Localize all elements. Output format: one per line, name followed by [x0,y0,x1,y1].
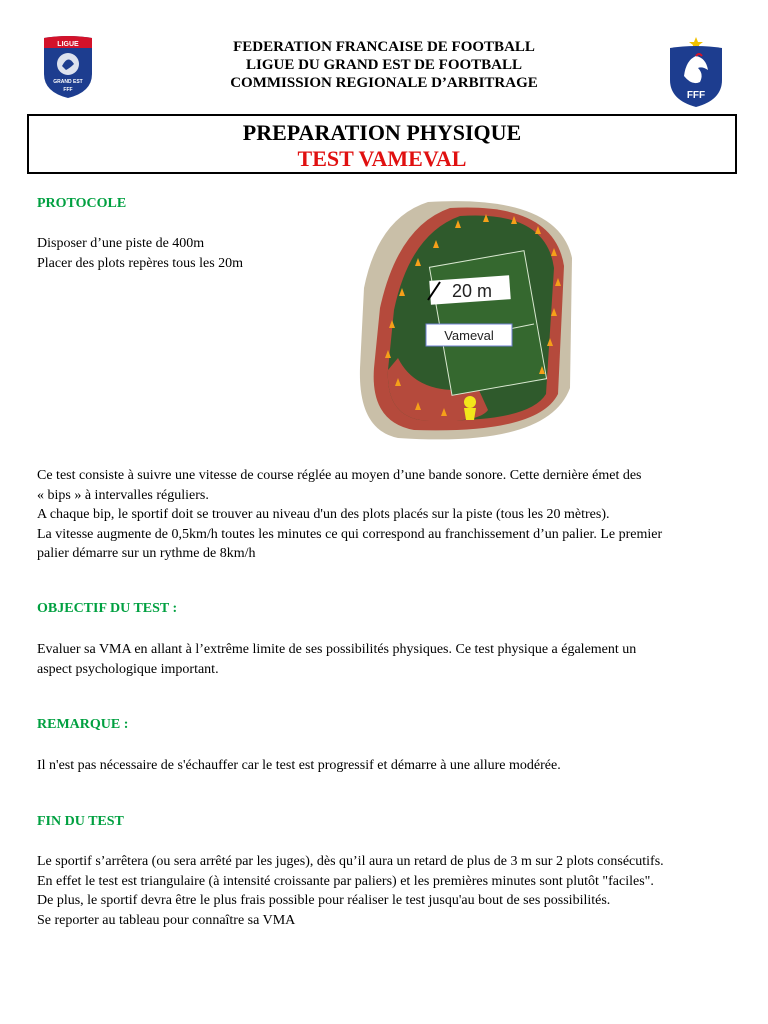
protocole-line-1: Disposer d’une piste de 400m [37,236,205,251]
logo-left-mid-text: GRAND EST [53,79,83,85]
fff-logo [666,36,726,108]
fin-line-4: Se reporter au tableau pour connaître sa VMA [37,912,296,928]
heading-objectif: OBJECTIF DU TEST : [37,601,178,616]
title-test-name: TEST VAMEVAL [297,146,467,171]
fin-line-1: Le sportif s’arrêtera (ou sera arrêté par les juges), dès qu’il aura un retard de plus de 3 m sur 2 plots consécutifs. [37,854,664,869]
fff-logo-text: FFF [686,90,706,101]
title-preparation: PREPARATION PHYSIQUE [242,120,522,145]
photo-caption: Jogging Lavérune [518,433,574,440]
objectif-line-2: aspect psychologique important. [37,661,219,677]
fin-line-2: En effet le test est triangulaire (à intensité croissante par paliers) et les premières minutes sont plutôt "faciles". [37,873,654,889]
logo-left-bottom-text: FFF [63,87,73,93]
description-line-1: Ce test consiste à suivre une vitesse de course réglée au moyen d’une bande sonore. Cette dernière émet des [37,468,642,483]
fin-line-3: De plus, le sportif devra être le plus frais possible pour réaliser le test jusqu'au bout de ses possibilités. [37,893,611,908]
objectif-text [37,640,737,679]
heading-fin-du-test: FIN DU TEST [37,814,124,829]
title-box [27,114,737,174]
description-line-5: palier démarre sur un rythme de 8km/h [37,546,256,561]
header-federation: FEDERATION FRANCAISE DE FOOTBALL [233,39,535,55]
description-line-4: La vitesse augmente de 0,5km/h toutes les minutes ce qui correspond au franchissement d’un palier. Le premier [37,526,663,542]
photo-label-distance: 20 m [451,281,493,301]
remarque-text [37,756,737,776]
remarque-line-1: Il n'est pas nécessaire de s'échauffer car le test est progressif et démarre à une allure modérée. [37,758,561,773]
description-line-2: « bips » à intervalles réguliers. [37,487,209,503]
header-ligue: LIGUE DU GRAND EST DE FOOTBALL [245,57,523,73]
logo-left-top-text: LIGUE [57,41,79,48]
description-line-3: A chaque bip, le sportif doit se trouver au niveau d'un des plots placés sur la piste (tous les 20 mètres). [37,507,610,522]
heading-protocole: PROTOCOLE [37,196,127,211]
description-text [37,466,737,564]
track-photo [358,198,580,442]
document-header [0,38,768,92]
header-commission: COMMISSION REGIONALE D’ARBITRAGE [230,75,538,91]
photo-label-test: Vameval [444,328,494,343]
objectif-line-1: Evaluer sa VMA en allant à l’extrême limite de ses possibilités physiques. Ce test physique a également un [37,642,637,657]
fin-text [37,852,737,930]
heading-remarque: REMARQUE : [37,717,129,732]
protocole-line-2: Placer des plots repères tous les 20m [37,255,244,271]
